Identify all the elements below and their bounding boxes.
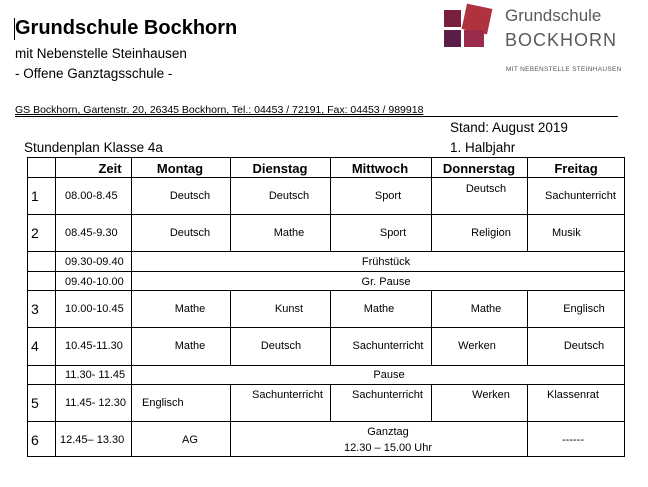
lesson-dienstag: Deutsch [268, 190, 310, 202]
lesson-donnerstag: Deutsch [465, 183, 507, 195]
lesson-number: 6 [31, 432, 39, 448]
subtitle-ganztag: - Offene Ganztagsschule - [15, 66, 173, 81]
grid-h-line [27, 157, 625, 158]
lesson-donnerstag: Mathe [470, 303, 502, 315]
grid-v-line [431, 157, 432, 251]
logo-square-2 [462, 4, 493, 35]
lesson-montag: Deutsch [169, 227, 211, 239]
break-time: 09.30-09.40 [65, 256, 124, 268]
lesson-donnerstag: Werken [458, 340, 496, 352]
lesson-mittwoch: Sport [379, 227, 407, 239]
ganztag-label: Ganztag [367, 426, 409, 438]
logo-square-3 [444, 30, 461, 47]
lesson-dienstag: Kunst [274, 303, 304, 315]
grid-h-line [27, 365, 625, 366]
lesson-time: 12.45– 13.30 [60, 434, 125, 446]
grid-v-line [230, 157, 231, 251]
break-fruehstueck: Frühstück [361, 256, 411, 268]
grid-v-line [330, 290, 331, 365]
logo-text-grundschule: Grundschule [505, 6, 602, 25]
grid-v-line [527, 384, 528, 421]
lesson-freitag: Klassenrat [547, 389, 599, 401]
lesson-number: 1 [31, 188, 39, 204]
school-name: Grundschule Bockhorn [15, 17, 238, 39]
grid-h-line [27, 290, 625, 291]
grid-h-line [27, 456, 625, 457]
grid-v-line [131, 157, 132, 457]
lesson-donnerstag: Religion [471, 227, 511, 239]
grid-h-line [27, 214, 625, 215]
lesson-montag: AG [182, 434, 198, 446]
logo-square-4 [464, 30, 484, 47]
grid-v-line [230, 421, 231, 457]
lesson-dienstag: Deutsch [260, 340, 302, 352]
grid-v-line [55, 157, 56, 457]
header-montag: Montag [156, 161, 204, 176]
lesson-freitag: Englisch [563, 303, 605, 315]
logo-text-nebenstelle: MIT NEBENSTELLE STEINHAUSEN [506, 66, 622, 73]
grid-v-line [431, 384, 432, 421]
break-time: 11.30- 11.45 [65, 369, 126, 381]
header-freitag: Freitag [554, 161, 598, 176]
grid-v-line [330, 384, 331, 421]
header-donnerstag: Donnerstag [442, 161, 516, 176]
lesson-number: 3 [31, 301, 39, 317]
grid-v-line [527, 290, 528, 365]
lesson-number: 5 [31, 395, 39, 411]
grid-h-line [27, 251, 625, 252]
lesson-dienstag: Sachunterricht [252, 389, 323, 401]
grid-v-line [431, 290, 432, 365]
break-gr-pause: Gr. Pause [361, 276, 411, 288]
lesson-freitag: Sachunterricht [545, 190, 616, 202]
lesson-time: 08.45-9.30 [65, 227, 118, 239]
subtitle-branch: mit Nebenstelle Steinhausen [15, 46, 187, 61]
lesson-freitag: Musik [552, 227, 581, 239]
grid-h-line [27, 421, 625, 422]
lesson-number: 4 [31, 338, 39, 354]
grid-v-line [27, 157, 28, 457]
lesson-mittwoch: Sachunterricht [352, 389, 423, 401]
grid-v-line [527, 157, 528, 251]
grid-h-line [27, 327, 625, 328]
lesson-freitag: Deutsch [563, 340, 605, 352]
stand-date: Stand: August 2019 [450, 120, 568, 135]
address-line: GS Bockhorn, Gartenstr. 20, 26345 Bockhorn, Tel.: 04453 / 72191, Fax: 04453 / 989918 [15, 104, 424, 116]
lesson-mittwoch: Mathe [363, 303, 395, 315]
logo-text-bockhorn: BOCKHORN [505, 30, 618, 50]
lesson-time: 11.45- 12.30 [65, 397, 126, 409]
address-underline [15, 116, 618, 117]
halbjahr: 1. Halbjahr [450, 140, 516, 155]
lesson-montag: Mathe [174, 303, 206, 315]
lesson-mittwoch: Sport [374, 190, 402, 202]
lesson-time: 10.45-11.30 [65, 340, 123, 352]
header-zeit: Zeit [98, 161, 122, 176]
lesson-number: 2 [31, 225, 39, 241]
break-time: 09.40-10.00 [65, 276, 124, 288]
lesson-montag: Deutsch [169, 190, 211, 202]
ganztag-time: 12.30 – 15.00 Uhr [343, 442, 433, 454]
grid-v-line [527, 421, 528, 457]
header-dienstag: Dienstag [252, 161, 308, 176]
grid-v-line [230, 290, 231, 365]
lesson-freitag: ------ [562, 434, 584, 446]
grid-v-line [624, 157, 625, 457]
lesson-montag: Englisch [142, 397, 184, 409]
plan-title: Stundenplan Klasse 4a [24, 140, 163, 155]
grid-h-line [27, 177, 625, 178]
lesson-montag: Mathe [174, 340, 206, 352]
grid-v-line [230, 384, 231, 421]
logo-square-1 [444, 10, 461, 27]
lesson-time: 10.00-10.45 [65, 303, 124, 315]
lesson-mittwoch: Sachunterricht [352, 340, 424, 352]
grid-h-line [27, 271, 625, 272]
grid-h-line [27, 384, 625, 385]
break-pause: Pause [373, 369, 405, 381]
lesson-donnerstag: Werken [472, 389, 510, 401]
lesson-time: 08.00-8.45 [65, 190, 118, 202]
grid-v-line [330, 157, 331, 251]
header-mittwoch: Mittwoch [351, 161, 409, 176]
lesson-dienstag: Mathe [273, 227, 305, 239]
